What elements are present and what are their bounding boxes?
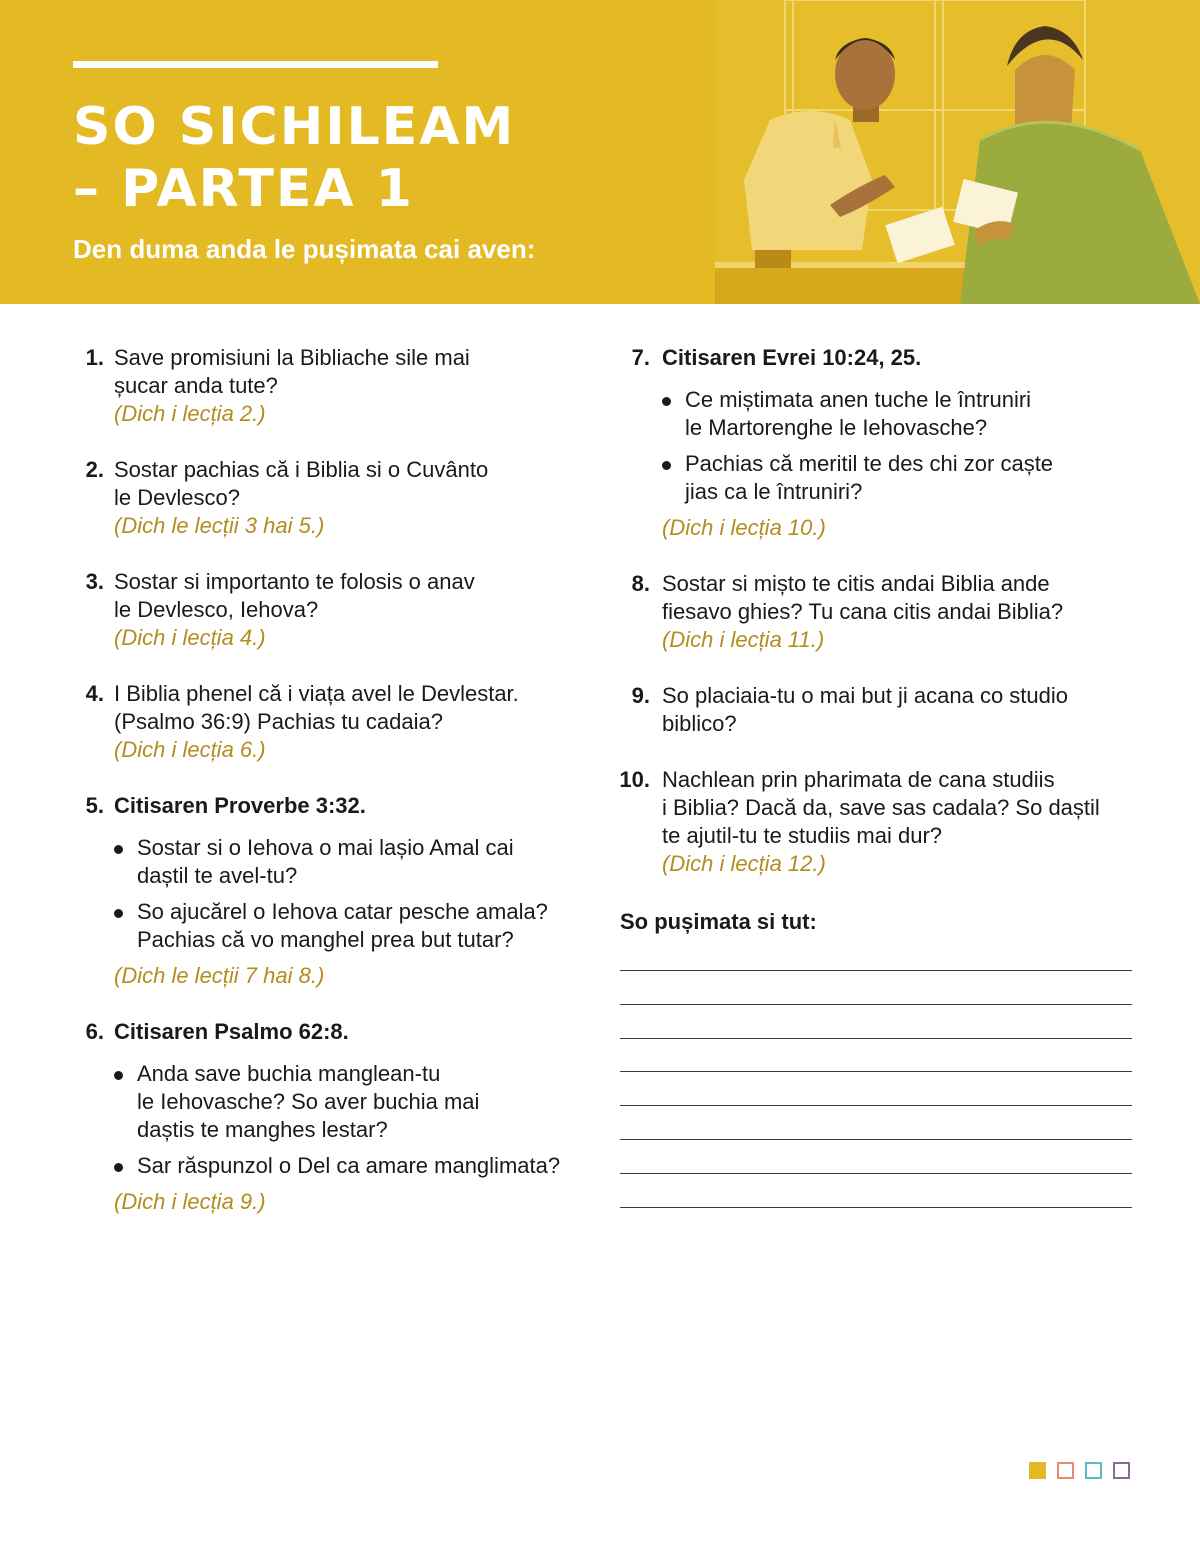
question-number: 8. xyxy=(631,571,650,596)
bullet-icon xyxy=(662,461,671,470)
question-text: Sostar si mișto te citis andai Biblia ande fiesavo ghies? Tu cana citis andai Biblia? xyxy=(662,571,1064,624)
questions-left-column xyxy=(82,344,592,1216)
page-title-line1: SO SICHILEAM xyxy=(73,97,516,157)
note-line xyxy=(620,1038,1132,1039)
note-line xyxy=(620,970,1132,971)
note-line xyxy=(620,1071,1132,1072)
question-7 xyxy=(618,344,1138,542)
lesson-reference: (Dich i lecția 9.) xyxy=(114,1189,266,1214)
lesson-reference: (Dich i lecția 10.) xyxy=(662,515,826,540)
header-banner xyxy=(0,0,1200,304)
question-text: Save promisiuni la Bibliache sile mai șucar anda tute? xyxy=(114,345,470,398)
question-1 xyxy=(82,344,592,428)
study-illustration xyxy=(715,0,1200,304)
page-title xyxy=(73,96,515,220)
bullet-item xyxy=(114,1060,592,1144)
bullet-icon xyxy=(114,1163,123,1172)
bullet-list xyxy=(114,834,592,954)
page-title-line2: – PARTEA 1 xyxy=(73,159,414,219)
question-8 xyxy=(618,570,1138,654)
question-number: 3. xyxy=(85,569,104,594)
question-text: Sostar pachias că i Biblia si o Cuvânto le Devlesco? xyxy=(114,457,489,510)
bullet-text: Sostar si o Iehova o mai lașio Amal cai daștil te avel-tu? xyxy=(137,835,514,888)
page-subtitle: Den duma anda le pușimata cai aven: xyxy=(73,234,536,264)
question-text: I Biblia phenel că i viața avel le Devlestar. (Psalmo 36:9) Pachias tu cadaia? xyxy=(114,681,519,734)
notes-title: So pușimata si tut: xyxy=(620,909,817,934)
question-10 xyxy=(618,766,1138,878)
question-2 xyxy=(82,456,592,540)
question-text: Sostar si importanto te folosis o anav le Devlesco, Iehova? xyxy=(114,569,475,622)
lesson-reference: (Dich i lecția 12.) xyxy=(662,851,826,876)
question-3 xyxy=(82,568,592,652)
lesson-reference: (Dich i lecția 2.) xyxy=(114,401,266,426)
note-line xyxy=(620,1139,1132,1140)
question-number: 5. xyxy=(85,793,104,818)
bullet-item xyxy=(662,450,1138,506)
note-line xyxy=(620,1004,1132,1005)
square-icon xyxy=(1085,1462,1102,1479)
square-icon xyxy=(1113,1462,1130,1479)
question-9 xyxy=(618,682,1138,738)
question-number: 6. xyxy=(85,1019,104,1044)
questions-right-column xyxy=(618,344,1138,936)
square-icon xyxy=(1029,1462,1046,1479)
lesson-reference: (Dich i lecția 6.) xyxy=(114,737,266,762)
bullet-icon xyxy=(114,845,123,854)
question-text: Nachlean prin pharimata de cana studiis i Biblia? Dacă da, save sas cadala? So daștil te ajutil-tu te studiis mai dur? xyxy=(662,767,1100,848)
bullet-text: So ajucărel o Iehova catar pesche amala? Pachias că vo manghel prea but tutar? xyxy=(137,899,548,952)
question-5 xyxy=(82,792,592,990)
bullet-list xyxy=(114,1060,592,1180)
bullet-item xyxy=(114,898,592,954)
question-number: 2. xyxy=(85,457,104,482)
bullet-text: Sar răspunzol o Del ca amare manglimata? xyxy=(137,1153,561,1178)
question-number: 9. xyxy=(631,683,650,708)
bullet-item xyxy=(114,1152,592,1180)
lesson-reference: (Dich le lecții 7 hai 8.) xyxy=(114,963,325,988)
scripture-heading: Citisaren Proverbe 3:32. xyxy=(114,793,366,818)
question-4 xyxy=(82,680,592,764)
question-text: So placiaia-tu o mai but ji acana co studio biblico? xyxy=(662,683,1069,736)
bullet-icon xyxy=(114,1071,123,1080)
question-number: 4. xyxy=(85,681,104,706)
question-6 xyxy=(82,1018,592,1216)
header-rule xyxy=(73,61,438,68)
note-line xyxy=(620,1173,1132,1174)
lesson-reference: (Dich i lecția 11.) xyxy=(662,627,825,652)
bullet-item xyxy=(662,386,1138,442)
scripture-heading: Citisaren Evrei 10:24, 25. xyxy=(662,345,922,370)
question-number: 1. xyxy=(85,345,104,370)
bullet-list xyxy=(662,386,1138,506)
square-icon xyxy=(1057,1462,1074,1479)
bullet-text: Pachias că meritil te des chi zor caște jias ca le întruniri? xyxy=(685,451,1054,504)
scripture-heading: Citisaren Psalmo 62:8. xyxy=(114,1019,349,1044)
bullet-icon xyxy=(662,397,671,406)
bullet-icon xyxy=(114,909,123,918)
lesson-reference: (Dich le lecții 3 hai 5.) xyxy=(114,513,325,538)
bullet-text: Anda save buchia manglean-tu le Iehovasche? So aver buchia mai daștis te manghes lestar? xyxy=(137,1061,480,1142)
question-number: 7. xyxy=(631,345,650,370)
note-line xyxy=(620,1207,1132,1208)
lesson-reference: (Dich i lecția 4.) xyxy=(114,625,266,650)
question-number: 10. xyxy=(619,767,650,792)
note-line xyxy=(620,1105,1132,1106)
bullet-text: Ce miștimata anen tuche le întruniri le Martorenghe le Iehovasche? xyxy=(685,387,1032,440)
bullet-item xyxy=(114,834,592,890)
